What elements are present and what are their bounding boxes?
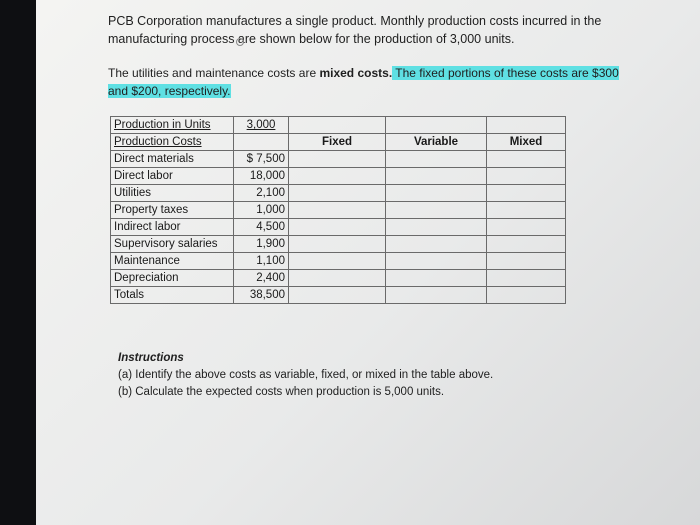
fixed-cell[interactable]	[289, 151, 386, 168]
table-row-units	[111, 117, 566, 134]
variable-cell[interactable]	[386, 236, 487, 253]
note-text: The utilities and maintenance costs are	[108, 66, 320, 80]
variable-cell[interactable]	[386, 287, 487, 304]
row-value: 2,400	[234, 270, 289, 287]
variable-cell[interactable]	[386, 151, 487, 168]
mixed-cell[interactable]	[487, 253, 566, 270]
mixed-cost-note	[108, 64, 668, 100]
cost-table	[110, 116, 566, 304]
table-row	[111, 253, 566, 270]
variable-cell[interactable]	[386, 168, 487, 185]
row-label: Supervisory salaries	[111, 236, 234, 253]
mixed-cell[interactable]	[487, 168, 566, 185]
row-value: 1,900	[234, 236, 289, 253]
table-row	[111, 168, 566, 185]
table-row	[111, 185, 566, 202]
fixed-cell[interactable]	[289, 202, 386, 219]
table-row	[111, 219, 566, 236]
row-label: Direct materials	[111, 151, 234, 168]
note-line-2: and $200, respectively.	[108, 84, 231, 98]
variable-cell[interactable]	[386, 202, 487, 219]
instructions-title: Instructions	[118, 352, 184, 364]
cell-blank[interactable]	[386, 117, 487, 134]
row-label: Direct labor	[111, 168, 234, 185]
mixed-cell[interactable]	[487, 202, 566, 219]
table-row	[111, 236, 566, 253]
mixed-cell[interactable]	[487, 185, 566, 202]
units-label: Production in Units	[111, 117, 234, 134]
row-value: 4,500	[234, 219, 289, 236]
fixed-cell[interactable]	[289, 168, 386, 185]
note-highlight: The fixed portions of these costs are $300	[392, 66, 619, 80]
row-label: Indirect labor	[111, 219, 234, 236]
variable-cell[interactable]	[386, 219, 487, 236]
fixed-cell[interactable]	[289, 236, 386, 253]
header-mixed: Mixed	[487, 134, 566, 151]
fixed-cell[interactable]	[289, 253, 386, 270]
variable-cell[interactable]	[386, 253, 487, 270]
row-label: Utilities	[111, 185, 234, 202]
table-row-totals	[111, 287, 566, 304]
cell-blank	[234, 134, 289, 151]
cell-blank[interactable]	[487, 117, 566, 134]
table-row	[111, 270, 566, 287]
row-label: Property taxes	[111, 202, 234, 219]
table-header-row	[111, 134, 566, 151]
instruction-a: (a) Identify the above costs as variable, fixed, or mixed in the table above.	[118, 369, 494, 381]
mixed-cell[interactable]	[487, 151, 566, 168]
row-value: 2,100	[234, 185, 289, 202]
header-fixed: Fixed	[289, 134, 386, 151]
mixed-cell[interactable]	[487, 219, 566, 236]
cell-blank[interactable]	[289, 117, 386, 134]
row-value: 1,100	[234, 253, 289, 270]
left-bezel	[0, 0, 36, 525]
row-value: $ 7,500	[234, 151, 289, 168]
fixed-cell[interactable]	[289, 185, 386, 202]
row-label: Depreciation	[111, 270, 234, 287]
table-row	[111, 151, 566, 168]
intro-paragraph	[108, 12, 668, 48]
variable-cell[interactable]	[386, 270, 487, 287]
variable-cell[interactable]	[386, 185, 487, 202]
row-value: 1,000	[234, 202, 289, 219]
row-label: Maintenance	[111, 253, 234, 270]
fixed-cell[interactable]	[289, 287, 386, 304]
row-label: Totals	[111, 287, 234, 304]
fixed-cell[interactable]	[289, 270, 386, 287]
row-value: 18,000	[234, 168, 289, 185]
mixed-cell[interactable]	[487, 270, 566, 287]
intro-line-1: PCB Corporation manufactures a single product. Monthly production costs incurred in the	[108, 14, 602, 28]
units-value: 3,000	[234, 117, 289, 134]
instruction-b: (b) Calculate the expected costs when production is 5,000 units.	[118, 386, 445, 398]
mixed-cell[interactable]	[487, 236, 566, 253]
costs-label: Production Costs	[111, 134, 234, 151]
note-bold: mixed costs.	[319, 66, 393, 80]
cursor-ring-icon	[236, 38, 244, 46]
table-row	[111, 202, 566, 219]
row-value: 38,500	[234, 287, 289, 304]
fixed-cell[interactable]	[289, 219, 386, 236]
mixed-cell[interactable]	[487, 287, 566, 304]
header-variable: Variable	[386, 134, 487, 151]
instructions-section	[118, 350, 638, 401]
intro-line-2: manufacturing process are shown below for the production of 3,000 units.	[108, 32, 515, 46]
